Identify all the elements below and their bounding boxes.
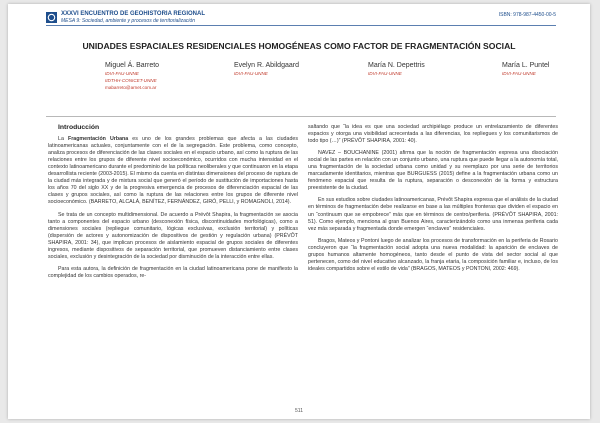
header-rule bbox=[46, 25, 556, 26]
author-name: Evelyn R. Abildgaard bbox=[234, 62, 299, 69]
author-name: Miguel Á. Barreto bbox=[105, 62, 160, 69]
author-name: María L. Puntel bbox=[502, 62, 550, 69]
header-event: XXXVI ENCUENTRO DE GEOHISTORIA REGIONAL bbox=[61, 11, 206, 17]
paragraph-lead: La bbox=[58, 136, 68, 143]
paragraph-text: es uno de los grandes problemas que afecta a las ciudades latinoamericanas actuales, conjuntamente con el de la segregación. Este problema, como concepto, analiza procesos de diferenciación de las clases sociales en el espacio urbano, así como la ruptura de las relaciones entre los grupos de diferente nivel socioeconómico, ocurridos con mucha intensidad en el contexto latinoamericano durante el predominio de las políticas neoliberales y que continuaron en la etapa desarrollista reciente (2003-2015). El mismo da cuenta en distintas dimensiones del proceso de ruptura de la ciudad más integrada y de mixtura social que generó el período de sustitución de importaciones hasta los años 70 del siglo XX y de la progresiva emergencia de procesos de diferenciación espacial de las clases y grupos sociales, así como la ruptura de las relaciones entre los grupos de diferente nivel socioeconómico. (BARRETO, ALCALÁ, BENÍTEZ, FERNÁNDEZ, GIRÓ, PELLI, y ROMAGNOLI, 2014). bbox=[48, 136, 298, 206]
author-email[interactable]: mabarreto@arnet.com.ar bbox=[105, 85, 157, 90]
author-affiliation: IIDTHH-CONICET-UNNE bbox=[105, 78, 157, 83]
header-isbn: ISBN: 978-987-4450-00-5 bbox=[498, 12, 556, 18]
left-column bbox=[48, 124, 298, 285]
author-affiliation: IDVI-FAU-UNNE bbox=[368, 71, 402, 76]
right-column bbox=[308, 124, 558, 278]
logo-icon bbox=[46, 12, 57, 23]
paragraph: saltando que “la idea es que una sociedad archipiélago produce un entrelazamiento de diferentes espacios y otorga una visibilidad acrecentada a las diferencias, los repliegues y los comunitarismos de todo tipo (…)” (PRÉVÔT SHAPIRA, 2001: 40). bbox=[308, 124, 558, 145]
document-page bbox=[8, 4, 590, 419]
author-affiliation: IDVI-FAU-UNNE bbox=[502, 71, 536, 76]
paragraph: En sus estudios sobre ciudades latinoamericanas, Prévôt Shapira expresa que el análisis de la ciudad en términos de fragmentación debe realizarse en base a las múltiples fronteras que dividen el espacio en un “continuum que se empobrece” más que en términos de centro/periferia. (PRÉVÔT SHAPIRA, 2001: 51). Como ejemplo, menciona al gran Buenos Aires, caracterizándolo como una inmensa periferia cada vez más separada y fragmentada donde emergen “enclaves” residenciales. bbox=[308, 197, 558, 232]
paragraph: NAVEZ – BOUCHANINE (2001) afirma que la noción de fragmentación expresa una disociación social de las partes en relación con un conjunto urbano, una ruptura que puede llegar a la autonomía total, una fragmentación de la sociedad urbana como unidad y su reemplazo por una serie de territorios marcadamente identitarios, mientras que BURGUESS (2015) define a la fragmentación urbana como un fenómeno espacial que resulta de la ruptura, separación o desconexión de la forma y estructura preexistente de la ciudad. bbox=[308, 150, 559, 192]
author-3 bbox=[368, 62, 498, 76]
paragraph bbox=[48, 136, 298, 206]
section-divider bbox=[46, 116, 556, 117]
key-term: Fragmentación Urbana bbox=[67, 136, 129, 143]
paper-title: UNIDADES ESPACIALES RESIDENCIALES HOMOGÉNEAS COMO FACTOR DE FRAGMENTACIÓN SOCIAL bbox=[82, 41, 516, 51]
author-affiliation: IDVI-FAU-UNNE bbox=[105, 71, 139, 76]
header-subtitle: MESA 9: Sociedad, ambiente y procesos de territorialización bbox=[61, 18, 196, 24]
page-number: 511 bbox=[295, 408, 303, 414]
author-name: María N. Depettris bbox=[368, 62, 425, 69]
author-2 bbox=[234, 62, 364, 76]
paragraph: Se trata de un concepto multidimensional. De acuerdo a Prévôt Shapira, la fragmentación se asocia tanto a componentes del espacio urbano (desconexión física, discontinuidades morfológicas), como a dimensiones sociales (repliegue comunitario, lógicas exclusivas, exclusión territorial) y políticas (dispersión de actores y autonomización de dispositivos de gestión y regulación urbana) (PRÉVÔT SHAPIRA, 2001: 34), que implican procesos de aislamiento espacial de grupos sociales de diferentes ingresos, mediante dispositivos de separación territorial, que promueven distanciamiento entre clases sociales, exclusión y desintegración de la sociedad por disminución de la interacción entre ellas. bbox=[48, 211, 298, 260]
paragraph: Para esta autora, la definición de fragmentación en la ciudad latinoamericana pone de manifiesto la complejidad de los cambios operados, re- bbox=[48, 265, 298, 279]
section-heading: Introducción bbox=[58, 124, 100, 131]
author-4 bbox=[502, 62, 582, 76]
paragraph: Bragos, Mateos y Pontoni luego de analizar los procesos de transformación en la periferia de Rosario concluyeron que “la fragmentación social adopta una nueva modalidad: la aparición de enclaves de grupos humanos altamente homogéneos, tanto desde el punto de vista del sector social al que pertenecen, como del nivel educativo alcanzado, la franja etaria, la composición familiar e, incluso, de los ideales compartidos sobre el estilo de vida” (BRAGOS, MATEOS y PONTONI, 2002: 469). bbox=[308, 237, 558, 272]
author-affiliation: IDVI-FAU-UNNE bbox=[234, 71, 268, 76]
author-1 bbox=[105, 62, 235, 90]
